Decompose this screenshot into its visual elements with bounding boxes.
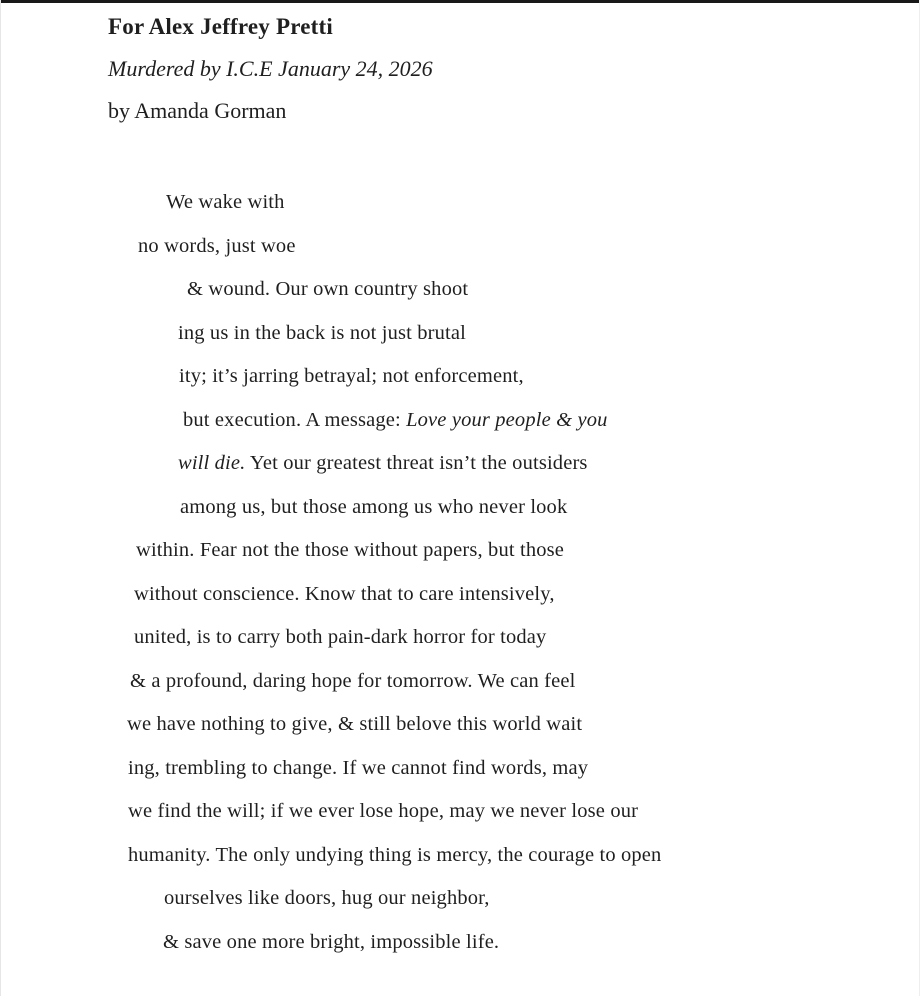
poem-line-text: Yet our greatest threat isn’t the outsiders xyxy=(245,452,588,474)
poem-line-text: humanity. The only undying thing is mercy, the courage to open xyxy=(128,843,662,866)
poem-line-text: but execution. A message: xyxy=(183,408,407,431)
poem-line xyxy=(138,225,919,269)
poem-line xyxy=(128,790,919,834)
top-border-bar xyxy=(1,0,919,3)
poem-body xyxy=(1,181,919,964)
poem-title: For Alex Jeffrey Pretti xyxy=(108,14,333,39)
poem-dedication: Murdered by I.C.E January 24, 2026 xyxy=(108,56,433,81)
poem-line-text: We wake with xyxy=(166,191,285,213)
poem-line xyxy=(166,181,919,225)
poem-line-text: no words, just woe xyxy=(138,234,296,257)
poem-line-text: & save one more bright, impossible life. xyxy=(163,930,500,953)
poem-line xyxy=(163,921,919,965)
poem-line-text-italic: will die. xyxy=(178,452,246,474)
poem-line xyxy=(179,355,919,399)
poem-header xyxy=(108,6,433,132)
poem-line xyxy=(180,486,919,530)
poem-line xyxy=(178,442,919,486)
poem-line-text: united, is to carry both pain-dark horror for today xyxy=(134,626,547,648)
poem-line-text: we find the will; if we ever lose hope, may we never lose our xyxy=(128,800,639,822)
poem-line xyxy=(187,268,919,312)
poem-line-text: we have nothing to give, & still belove this world wait xyxy=(127,713,583,735)
poem-line-text: without conscience. Know that to care intensively, xyxy=(134,582,555,605)
poem-line-text: ity; it’s jarring betrayal; not enforcement, xyxy=(179,365,524,387)
poem-line xyxy=(136,529,919,573)
poem-line-text: & a profound, daring hope for tomorrow. We can feel xyxy=(130,669,576,692)
poem-line xyxy=(128,834,919,878)
poem-line-text: within. Fear not the those without papers, but those xyxy=(136,539,564,561)
poem-line-text: among us, but those among us who never look xyxy=(180,495,568,518)
poem-byline: by Amanda Gorman xyxy=(108,98,287,123)
poem-line xyxy=(127,703,919,747)
poem-line-text: ing us in the back is not just brutal xyxy=(178,321,466,344)
poem-line-text: ourselves like doors, hug our neighbor, xyxy=(164,887,490,909)
poem-line-text-italic: Love your people & you xyxy=(406,408,608,431)
poem-line xyxy=(183,399,919,443)
poem-line xyxy=(134,573,919,617)
poem-line-text: ing, trembling to change. If we cannot find words, may xyxy=(128,756,589,779)
poem-line xyxy=(134,616,919,660)
poem-line-text: & wound. Our own country shoot xyxy=(187,278,469,300)
poem-line xyxy=(178,312,919,356)
poem-line xyxy=(128,747,919,791)
poem-line xyxy=(164,877,919,921)
poem-line xyxy=(130,660,919,704)
